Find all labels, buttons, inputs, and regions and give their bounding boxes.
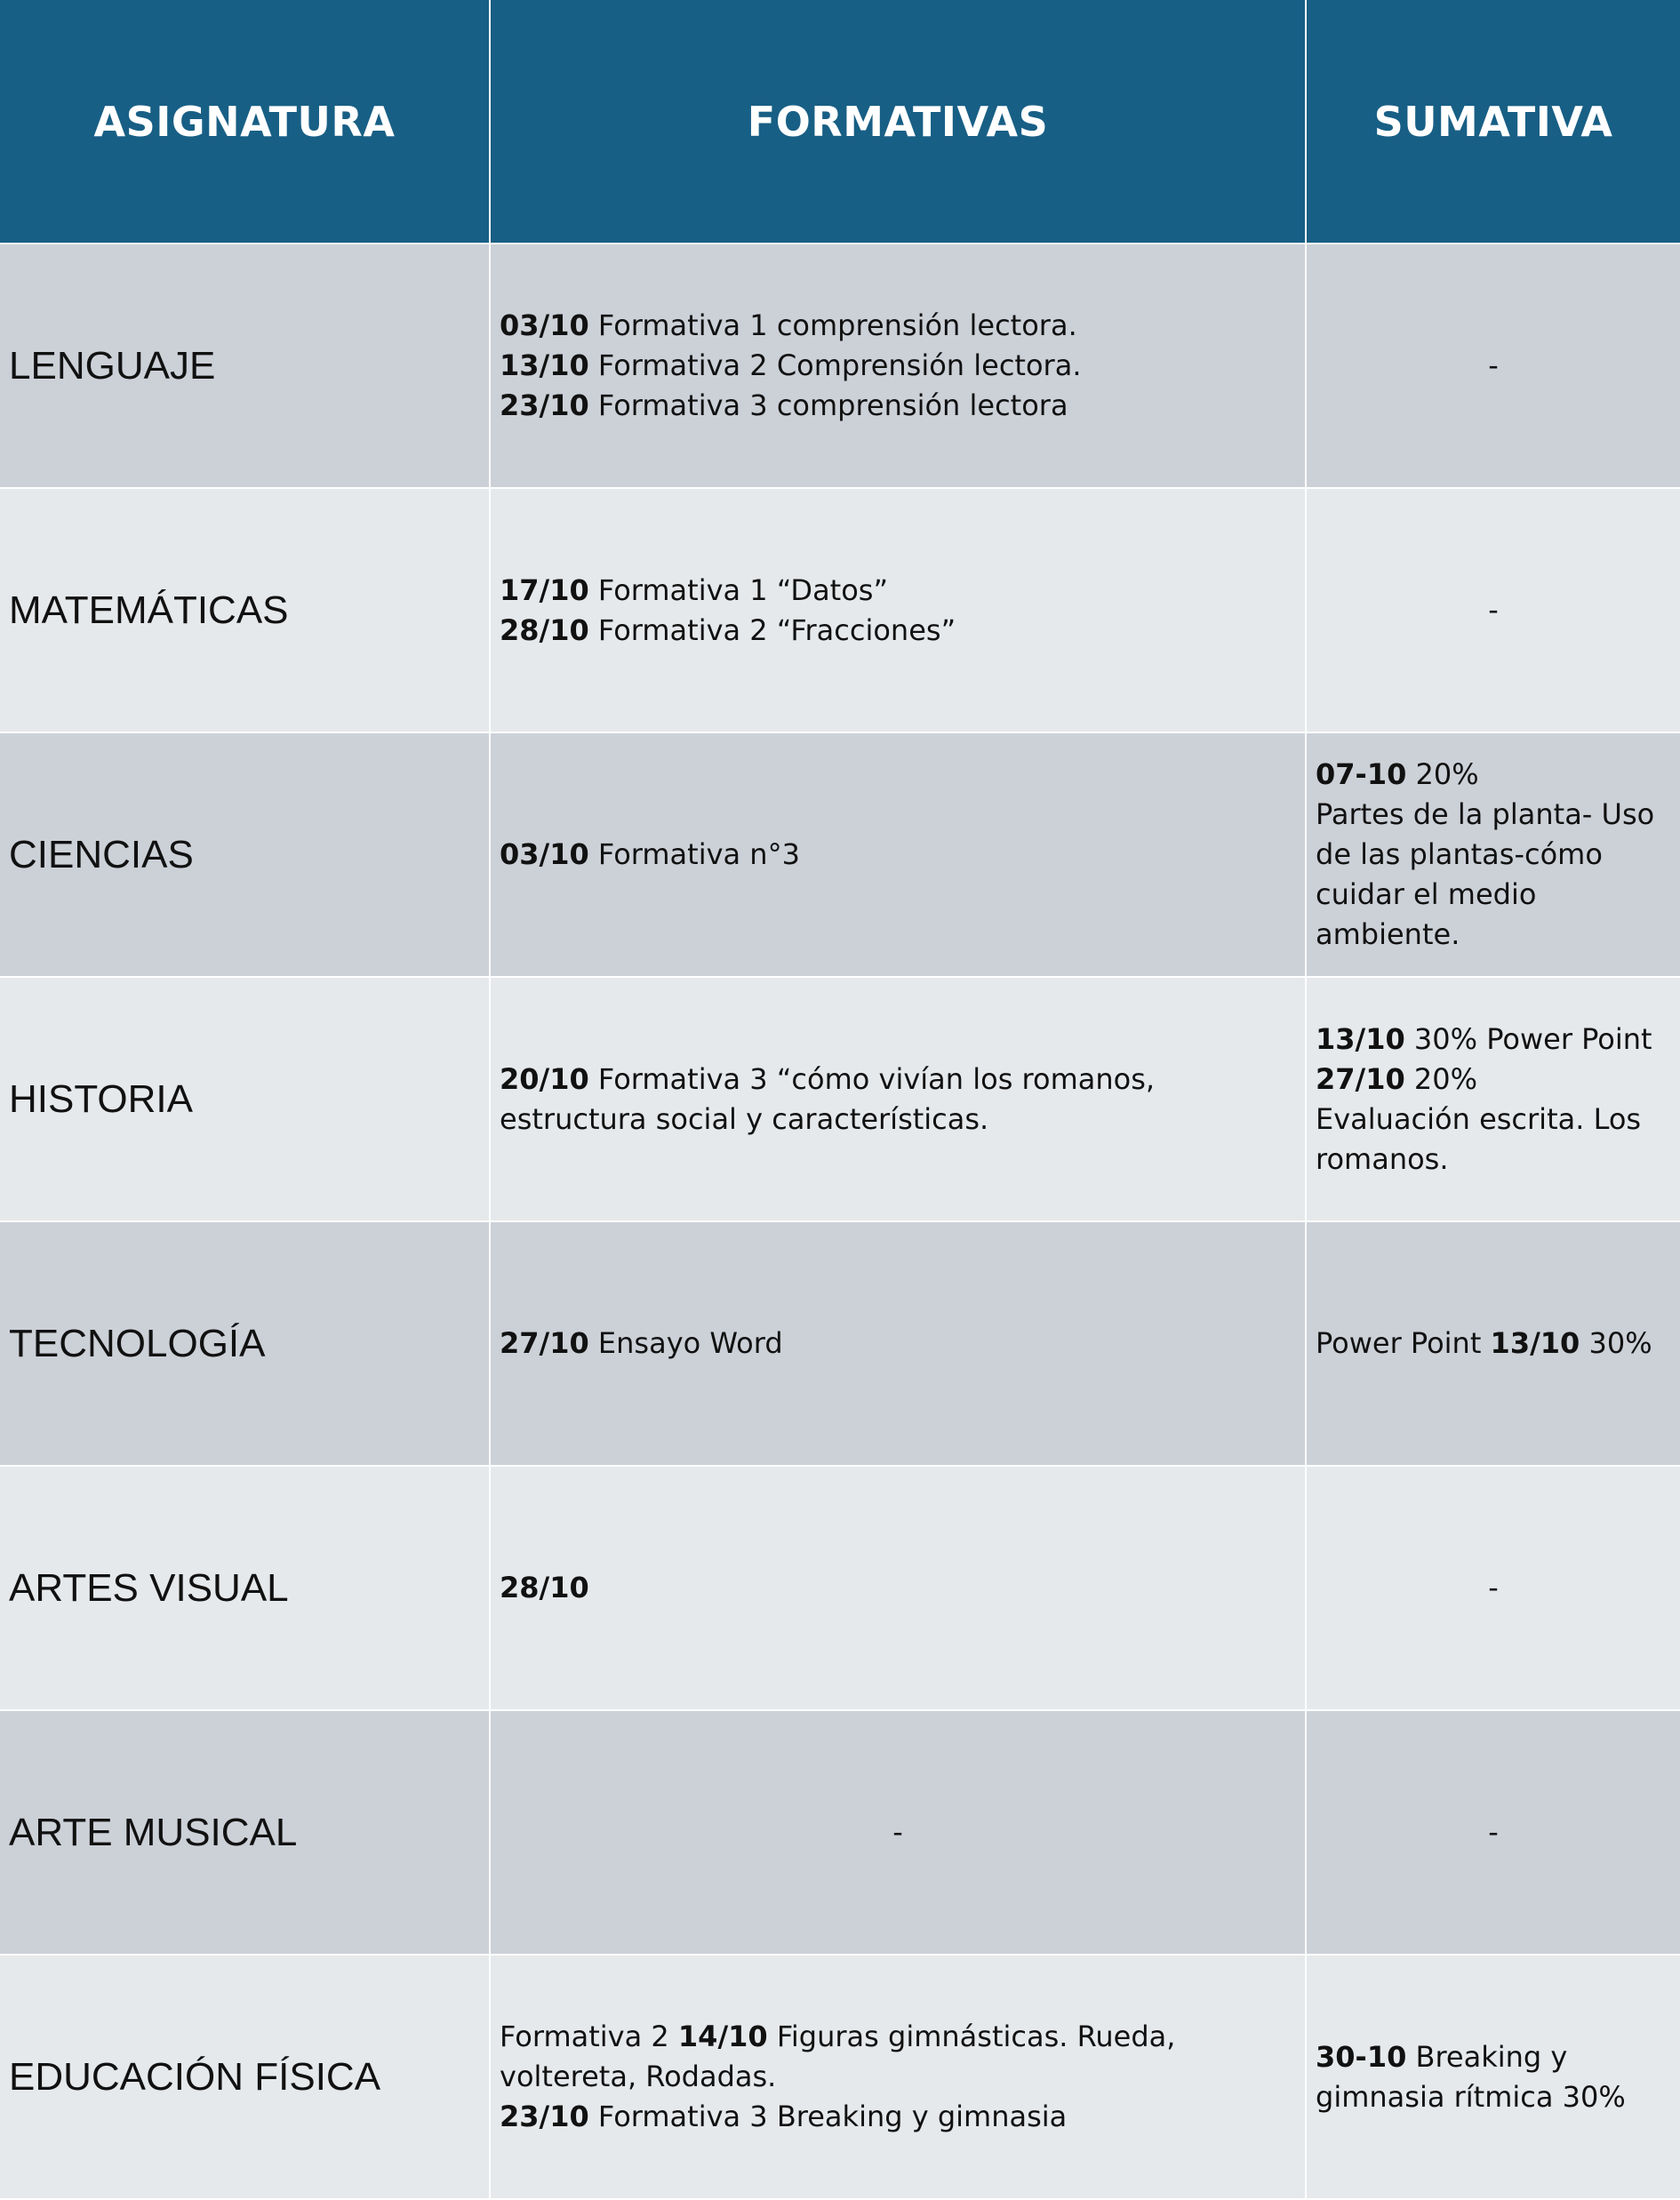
header-row [0, 0, 1680, 244]
table-row [0, 1466, 1680, 1710]
date: 13/10 [1316, 1021, 1405, 1056]
formative-text: Ensayo Word [588, 1326, 783, 1360]
formative-cell [490, 1466, 1306, 1710]
table-row [0, 977, 1680, 1221]
date: 14/10 [677, 2020, 768, 2053]
subject-cell: EDUCACIÓN FÍSICA [0, 1955, 490, 2199]
summative-cell: - [1306, 1466, 1680, 1710]
summative-text: Power Point [1316, 1326, 1491, 1360]
summative-text: Breaking y gimnasia rítmica 30% [1316, 2039, 1626, 2114]
header-formative: FORMATIVAS [490, 0, 1306, 244]
formative-cell [490, 1955, 1306, 2199]
subject-cell: TECNOLOGÍA [0, 1221, 490, 1466]
date: 20/10 [500, 1061, 589, 1096]
date: 03/10 [500, 837, 589, 871]
subject-cell: ARTE MUSICAL [0, 1710, 490, 1955]
weight: 20% [1406, 757, 1479, 791]
date: 28/10 [500, 612, 589, 647]
formative-text: Formativa 3 comprensión lectora [588, 388, 1068, 422]
table-row [0, 1221, 1680, 1466]
subject-cell: CIENCIAS [0, 732, 490, 977]
summative-text: Partes de la planta- Uso de las plantas-cómo cuidar el medio ambiente. [1316, 797, 1655, 951]
summative-text: Evaluación escrita. Los romanos. [1316, 1101, 1642, 1176]
date: 23/10 [500, 2100, 589, 2133]
formative-text: Formativa 3 “cómo vivían los romanos, estructura social y características. [500, 1061, 1156, 1136]
summative-cell [1306, 977, 1680, 1221]
summative-text: 30% Power Point [1404, 1021, 1652, 1056]
formative-text: Figuras gimnásticas. Rueda, voltereta, Rodadas. [500, 2020, 1176, 2093]
date: 28/10 [500, 1571, 589, 1604]
header-summative: SUMATIVA [1306, 0, 1680, 244]
date: 07-10 [1316, 757, 1407, 791]
summative-cell [1306, 1221, 1680, 1466]
formative-text: Formativa 1 comprensión lectora. [588, 308, 1077, 342]
weight: 30% [1580, 1326, 1652, 1360]
formative-text: Formativa 2 [500, 2020, 678, 2053]
date: 30-10 [1316, 2039, 1407, 2074]
summative-cell: - [1306, 1710, 1680, 1955]
date: 03/10 [500, 308, 589, 342]
subject-cell: LENGUAJE [0, 244, 490, 488]
formative-cell: - [490, 1710, 1306, 1955]
summative-text: 20% [1404, 1061, 1478, 1096]
table-row [0, 732, 1680, 977]
formative-cell [490, 977, 1306, 1221]
formative-text: Formativa n°3 [588, 837, 800, 871]
formative-text: Formativa 1 “Datos” [588, 572, 889, 607]
table-row [0, 488, 1680, 732]
header-subject: ASIGNATURA [0, 0, 490, 244]
date: 13/10 [500, 348, 589, 382]
date: 23/10 [500, 388, 589, 422]
summative-cell: - [1306, 244, 1680, 488]
formative-text: Formativa 3 Breaking y gimnasia [588, 2100, 1068, 2133]
formative-text: Formativa 2 “Fracciones” [588, 612, 956, 647]
formative-cell [490, 1221, 1306, 1466]
subject-cell: MATEMÁTICAS [0, 488, 490, 732]
date: 13/10 [1490, 1326, 1580, 1360]
table-row [0, 1955, 1680, 2199]
formative-text: Formativa 2 Comprensión lectora. [588, 348, 1082, 382]
subject-cell: HISTORIA [0, 977, 490, 1221]
formative-cell [490, 244, 1306, 488]
table-row [0, 244, 1680, 488]
summative-cell [1306, 732, 1680, 977]
subject-cell: ARTES VISUAL [0, 1466, 490, 1710]
date: 27/10 [500, 1326, 589, 1360]
summative-cell [1306, 1955, 1680, 2199]
summative-cell: - [1306, 488, 1680, 732]
formative-cell [490, 732, 1306, 977]
date: 17/10 [500, 572, 589, 607]
formative-cell [490, 488, 1306, 732]
date: 27/10 [1316, 1061, 1405, 1096]
table-row [0, 1710, 1680, 1955]
